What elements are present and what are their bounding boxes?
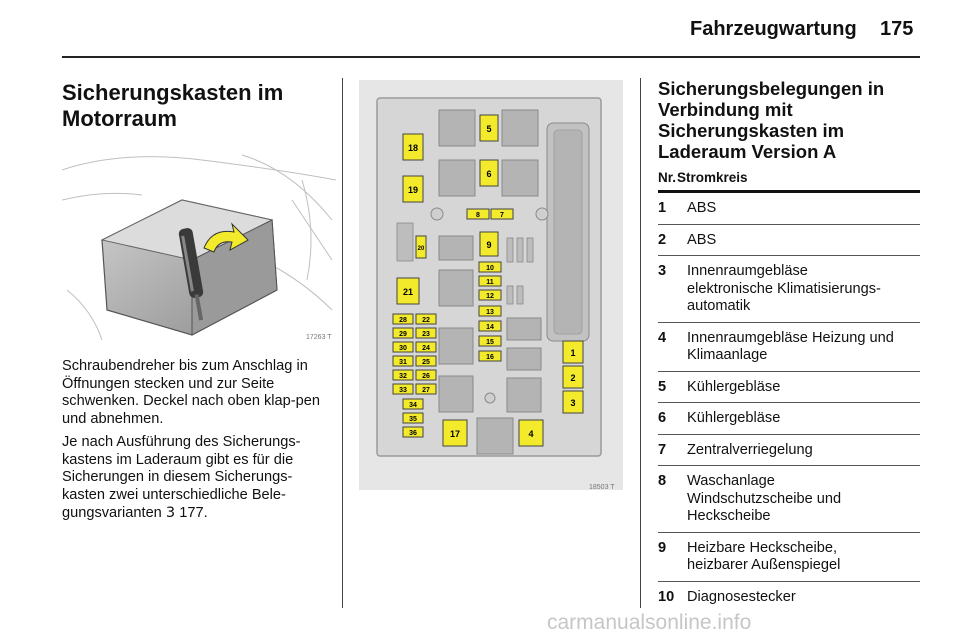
svg-text:21: 21 — [402, 287, 414, 297]
svg-text:23: 23 — [422, 331, 430, 338]
table-row — [658, 372, 920, 404]
variant-paragraph — [62, 434, 330, 523]
cross-reference-arrow-icon: 3 — [165, 504, 176, 521]
connector-strip-inner — [554, 130, 582, 334]
engine-bay-illustration — [62, 140, 336, 345]
fuse-18 — [403, 134, 423, 160]
row-circuit: Heizbare Heckscheibe, heizbarer Außenspiegel — [687, 539, 841, 573]
table-row — [658, 582, 920, 613]
header-rule — [62, 56, 920, 58]
screw-icon — [431, 208, 443, 220]
image-code: 17263 T — [306, 334, 332, 341]
paragraph-1: Schraubendreher bis zum Anschlag in Öffnungen stecken und zur Seite schwenken. Deckel nach oben klap-pen und abnehmen. — [62, 358, 320, 427]
fuse-1 — [563, 341, 583, 363]
svg-text:8: 8 — [476, 212, 480, 219]
row-nr: 1 — [658, 200, 667, 216]
instruction-paragraph — [62, 358, 330, 428]
relay-block — [439, 328, 473, 364]
svg-text:27: 27 — [422, 387, 430, 394]
relay-block — [507, 378, 541, 412]
svg-text:6: 6 — [486, 169, 492, 179]
screw-icon — [485, 393, 495, 403]
svg-text:22: 22 — [422, 317, 430, 324]
svg-text:1: 1 — [570, 348, 576, 358]
row-nr: 9 — [658, 539, 667, 556]
fuse-28 — [393, 314, 413, 324]
svg-text:35: 35 — [409, 416, 417, 423]
fuse-16 — [479, 351, 501, 361]
row-circuit: ABS — [687, 200, 717, 216]
svg-text:5: 5 — [486, 124, 492, 134]
relay-block — [477, 418, 513, 454]
table-row — [658, 435, 920, 467]
svg-text:28: 28 — [399, 317, 407, 324]
fuse-26 — [416, 370, 436, 380]
fuse-13 — [479, 306, 501, 316]
diagram-image-code: 18503 T — [589, 484, 615, 491]
column-header-nr: Nr. — [658, 170, 677, 185]
svg-text:16: 16 — [486, 354, 494, 361]
fuse-22 — [416, 314, 436, 324]
spare-pin — [507, 238, 513, 262]
paragraph-2 — [62, 434, 330, 523]
svg-text:19: 19 — [407, 185, 419, 195]
fuse-30 — [393, 342, 413, 352]
fuse-24 — [416, 342, 436, 352]
running-header-title: Fahrzeugwartung — [690, 18, 857, 40]
spare-pin — [517, 286, 523, 304]
row-circuit: Kühlergebläse — [687, 378, 781, 395]
column-divider-right — [640, 78, 641, 608]
svg-text:13: 13 — [486, 309, 494, 316]
svg-text:30: 30 — [399, 345, 407, 352]
table-row — [658, 193, 920, 225]
row-nr: 5 — [658, 378, 667, 395]
fuse-31 — [393, 356, 413, 366]
fuse-10 — [479, 262, 501, 272]
column-divider-left — [342, 78, 343, 608]
svg-text:32: 32 — [399, 373, 407, 380]
relay-block — [507, 318, 541, 340]
row-nr: 3 — [658, 263, 667, 279]
svg-text:20: 20 — [417, 246, 425, 252]
screw-icon — [536, 208, 548, 220]
fuse-27 — [416, 384, 436, 394]
row-circuit: Waschanlage Windschutzscheibe und Heckscheibe — [687, 473, 842, 524]
relay-block — [507, 348, 541, 370]
cross-reference-page: 177. — [179, 505, 208, 521]
svg-text:29: 29 — [399, 331, 407, 338]
row-circuit: Innenraumgebläse Heizung und Klimaanlage — [687, 329, 894, 363]
fuse-box-diagram-svg — [357, 78, 625, 498]
row-nr: 6 — [658, 410, 667, 426]
svg-text:26: 26 — [422, 373, 430, 380]
row-circuit: Innenraumgebläse elektronische Klimatisierungs- automatik — [687, 263, 881, 314]
fuse-14 — [479, 321, 501, 331]
engine-bay-drawing — [62, 140, 336, 345]
relay-block — [439, 270, 473, 306]
fuse-17 — [443, 420, 467, 446]
svg-text:34: 34 — [409, 402, 417, 409]
fuse-19 — [403, 176, 423, 202]
column-header-circuit: Stromkreis — [677, 170, 748, 185]
fuse-35 — [403, 413, 423, 423]
fuse-29 — [393, 328, 413, 338]
fuse-5 — [480, 115, 498, 141]
relay-block — [439, 236, 473, 260]
fuse-25 — [416, 356, 436, 366]
row-nr: 10 — [658, 588, 675, 605]
table-row — [658, 533, 920, 582]
fuse-9 — [480, 232, 498, 256]
row-circuit: Diagnosestecker — [687, 588, 796, 605]
svg-text:17: 17 — [449, 429, 461, 439]
svg-text:14: 14 — [486, 324, 494, 331]
fuse-7 — [491, 209, 513, 219]
table-row — [658, 466, 920, 533]
svg-text:33: 33 — [399, 387, 407, 394]
row-nr: 4 — [658, 329, 667, 346]
fuse-12 — [479, 290, 501, 300]
svg-text:25: 25 — [422, 359, 430, 366]
row-circuit: ABS — [687, 231, 717, 248]
fuse-6 — [480, 160, 498, 186]
fuse-11 — [479, 276, 501, 286]
fuse-table — [658, 193, 920, 612]
fuse-2 — [563, 366, 583, 388]
row-circuit: Kühlergebläse — [687, 410, 781, 426]
svg-text:11: 11 — [486, 279, 494, 286]
fuse-36 — [403, 427, 423, 437]
fuse-20 — [416, 236, 426, 258]
fuse-34 — [403, 399, 423, 409]
spare-pin — [507, 286, 513, 304]
table-row — [658, 403, 920, 435]
relay-block — [502, 160, 538, 196]
spare-pin — [527, 238, 533, 262]
fuse-32 — [393, 370, 413, 380]
svg-text:36: 36 — [409, 430, 417, 437]
table-row — [658, 225, 920, 257]
row-nr: 7 — [658, 441, 667, 458]
fuse-3 — [563, 391, 583, 413]
fuse-8 — [467, 209, 489, 219]
relay-block — [439, 110, 475, 146]
svg-text:12: 12 — [486, 293, 494, 300]
svg-text:3: 3 — [570, 398, 576, 408]
watermark: carmanualsonline.info — [547, 611, 752, 634]
svg-text:4: 4 — [528, 429, 534, 439]
svg-text:10: 10 — [486, 265, 494, 272]
spare-slot — [397, 223, 413, 261]
relay-block — [502, 110, 538, 146]
table-row — [658, 256, 920, 323]
fuse-assignment-title: Sicherungsbelegungen in Verbindung mit Sicherungskasten im Laderaum Version A — [658, 78, 885, 162]
fuse-15 — [479, 336, 501, 346]
section-title: Sicherungskasten im Motorraum — [62, 80, 284, 131]
relay-block — [439, 160, 475, 196]
fuse-21 — [397, 278, 419, 304]
row-circuit: Zentralverriegelung — [687, 441, 813, 458]
svg-text:24: 24 — [422, 345, 430, 352]
page-number: 175 — [880, 18, 914, 40]
svg-text:2: 2 — [570, 373, 576, 383]
table-row — [658, 323, 920, 372]
spare-pin — [517, 238, 523, 262]
fuse-33 — [393, 384, 413, 394]
row-nr: 2 — [658, 231, 667, 248]
fuse-box-diagram — [357, 78, 625, 498]
fuse-4 — [519, 420, 543, 446]
svg-text:15: 15 — [486, 339, 494, 346]
svg-text:31: 31 — [399, 359, 407, 366]
fuse-23 — [416, 328, 436, 338]
svg-text:9: 9 — [486, 240, 492, 250]
svg-text:7: 7 — [500, 212, 504, 219]
relay-block — [439, 376, 473, 412]
row-nr: 8 — [658, 473, 667, 489]
svg-text:18: 18 — [407, 143, 419, 153]
paragraph-2-text: Je nach Ausführung des Sicherungs-kastens im Laderaum gibt es für die Sicherungen in diesem Sicherungs-kasten zwei unterschiedliche Bele-gungsvarianten — [62, 434, 301, 521]
